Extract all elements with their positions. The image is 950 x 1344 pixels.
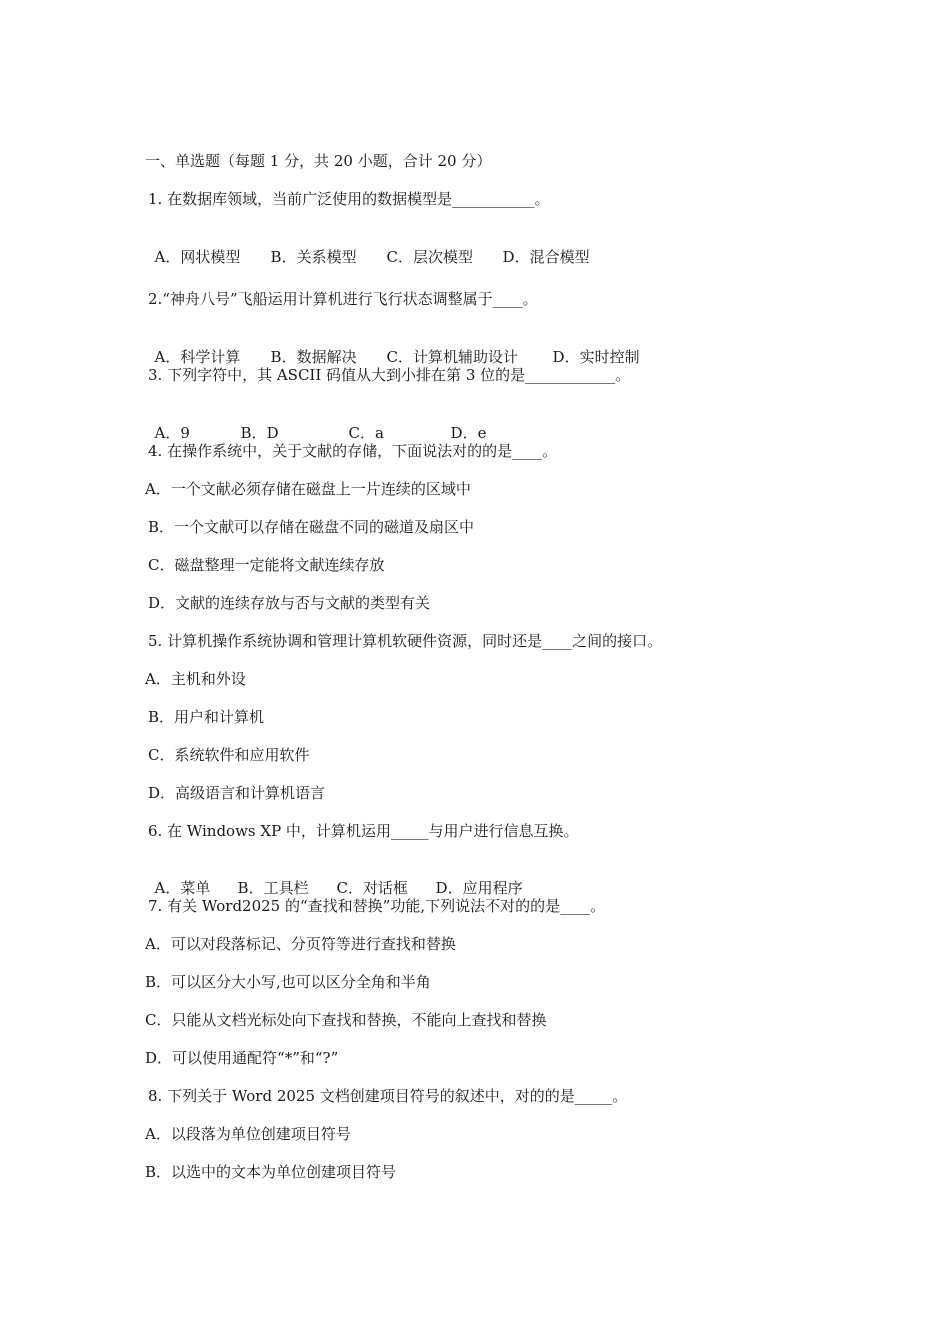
q4-option-b: B．一个文献可以存储在磁盘不同的磁道及扇区中 <box>148 518 475 536</box>
question-8-stem: 8. 下列关于 Word 2025 文档创建项目符号的叙述中，对的的是_____。 <box>148 1087 628 1105</box>
question-2-stem: 2.“神舟八号”飞船运用计算机进行飞行状态调整属于____。 <box>148 290 538 308</box>
question-1-options <box>145 227 590 267</box>
q3-option-a: A．9 <box>154 424 190 442</box>
q1-option-b: B．关系模型 <box>270 248 357 266</box>
q3-option-d: D．e <box>450 424 487 442</box>
q1-option-d: D．混合模型 <box>502 248 590 266</box>
q2-option-c: C．计算机辅助设计 <box>386 348 519 366</box>
q5-option-c: C．系统软件和应用软件 <box>148 746 310 764</box>
question-4-stem: 4. 在操作系统中，关于文献的存储，下面说法对的的是____。 <box>148 442 558 460</box>
question-6-options <box>145 858 523 898</box>
q7-option-c: C．只能从文档光标处向下查找和替换，不能向上查找和替换 <box>145 1011 547 1029</box>
question-6-stem: 6. 在 Windows XP 中，计算机运用_____与用户进行信息互换。 <box>148 822 579 840</box>
q4-option-d: D．文献的连续存放与否与文献的类型有关 <box>148 594 431 612</box>
q5-option-d: D．高级语言和计算机语言 <box>148 784 326 802</box>
q1-option-c: C．层次模型 <box>386 248 474 266</box>
question-3-stem: 3. 下列字符中，其 ASCII 码值从大到小排在第 3 位的是____________。 <box>148 366 631 384</box>
q6-option-c: C．对话框 <box>336 879 409 897</box>
question-2-options <box>145 327 640 367</box>
question-1-stem: 1. 在数据库领域，当前广泛使用的数据模型是___________。 <box>148 190 550 208</box>
question-3-options <box>145 403 486 443</box>
q7-option-d: D．可以使用通配符“*”和“?” <box>145 1049 339 1067</box>
q2-option-d: D．实时控制 <box>552 348 640 366</box>
question-7-stem: 7. 有关 Word2025 的“查找和替换”功能,下列说法不对的的是____。 <box>148 897 606 915</box>
q4-option-a: A．一个文献必须存储在磁盘上一片连续的区域中 <box>145 480 471 498</box>
q6-option-b: B．工具栏 <box>237 879 309 897</box>
question-5-stem: 5. 计算机操作系统协调和管理计算机软硬件资源，同时还是____之间的接口。 <box>148 632 663 650</box>
q2-option-b: B．数据解决 <box>270 348 357 366</box>
q6-option-d: D．应用程序 <box>435 879 523 897</box>
q3-option-b: B．D <box>240 424 279 442</box>
q2-option-a: A．科学计算 <box>154 348 241 366</box>
q5-option-b: B．用户和计算机 <box>148 708 265 726</box>
q7-option-a: A．可以对段落标记、分页符等进行查找和替换 <box>145 935 456 953</box>
section-heading: 一、单选题（每题 1 分，共 20 小题，合计 20 分） <box>145 152 492 170</box>
q6-option-a: A．菜单 <box>154 879 211 897</box>
q7-option-b: B．可以区分大小写,也可以区分全角和半角 <box>145 973 431 991</box>
q5-option-a: A．主机和外设 <box>145 670 246 688</box>
q3-option-c: C．a <box>348 424 384 442</box>
q4-option-c: C．磁盘整理一定能将文献连续存放 <box>148 556 385 574</box>
q8-option-b: B．以选中的文本为单位创建项目符号 <box>145 1163 397 1181</box>
q8-option-a: A．以段落为单位创建项目符号 <box>145 1125 351 1143</box>
q1-option-a: A．网状模型 <box>154 248 241 266</box>
